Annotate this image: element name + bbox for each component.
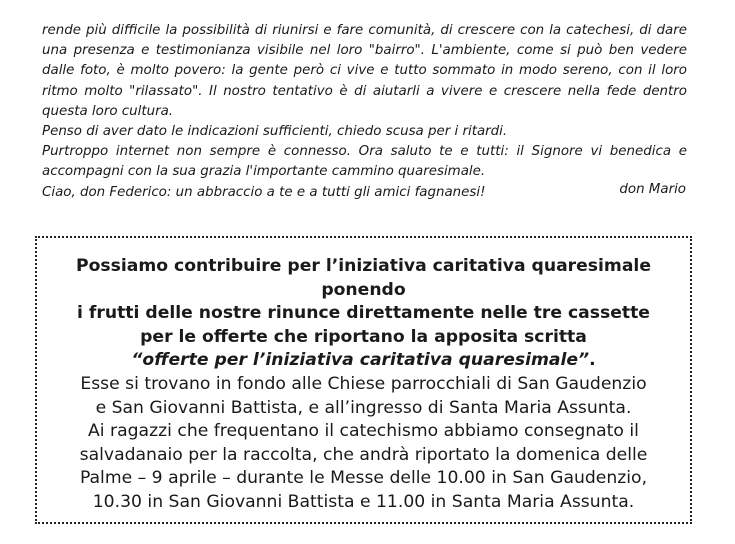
signature: don Mario bbox=[619, 182, 686, 197]
notice-box bbox=[35, 236, 692, 524]
notice-quote: “offerte per l’iniziativa caritativa quaresimale” bbox=[131, 350, 590, 371]
notice-text bbox=[37, 255, 690, 515]
letter-paragraph: Ciao, don Federico: un abbraccio a te e a tutti gli amici fagnanesi! bbox=[42, 184, 486, 200]
notice-bold-line: Possiamo contribuire per l’iniziativa caritativa quaresimale ponendo bbox=[76, 256, 651, 300]
letter-paragraph: rende più difficile la possibilità di riunirsi e fare comunità, di crescere con la catechesi, di dare una presenza e testimonianza visibile nel loro "bairro". L'ambiente, come si può ben vedere dalle foto, è molto povero: la gente però ci vive e tutto sommato in modo sereno, con il loro ritmo molto "rilassato". Il nostro tentativo è di aiutarli a vivere e crescere nella fede dentro questa loro cultura. bbox=[42, 23, 687, 119]
notice-body-line: e San Giovanni Battista, e all’ingresso di Santa Maria Assunta. bbox=[95, 397, 632, 418]
notice-quote-line bbox=[37, 349, 690, 373]
notice-bold-line: per le offerte che riportano la apposita scritta bbox=[140, 326, 587, 347]
letter-paragraph: Purtroppo internet non sempre è connesso. Ora saluto te e tutti: il Signore vi benedica e accompagni con la sua grazia l'importante cammino quaresimale. bbox=[42, 144, 687, 180]
notice-body-line: 10.30 in San Giovanni Battista e 11.00 in Santa Maria Assunta. bbox=[92, 491, 635, 512]
notice-bold-line: i frutti delle nostre rinunce direttamente nelle tre cassette bbox=[77, 303, 650, 324]
notice-body-line: Esse si trovano in fondo alle Chiese parrocchiali di San Gaudenzio bbox=[80, 373, 647, 394]
notice-body-line: Ai ragazzi che frequentano il catechismo abbiamo consegnato il bbox=[88, 421, 639, 442]
notice-quote-end: . bbox=[589, 350, 596, 371]
letter-text bbox=[42, 21, 687, 203]
notice-body-line: Palme – 9 aprile – durante le Messe delle 10.00 in San Gaudenzio, bbox=[79, 468, 648, 489]
notice-body-line: salvadanaio per la raccolta, che andrà riportato la domenica delle bbox=[79, 444, 648, 465]
letter-paragraph: Penso di aver dato le indicazioni sufficienti, chiedo scusa per i ritardi. bbox=[42, 124, 508, 140]
